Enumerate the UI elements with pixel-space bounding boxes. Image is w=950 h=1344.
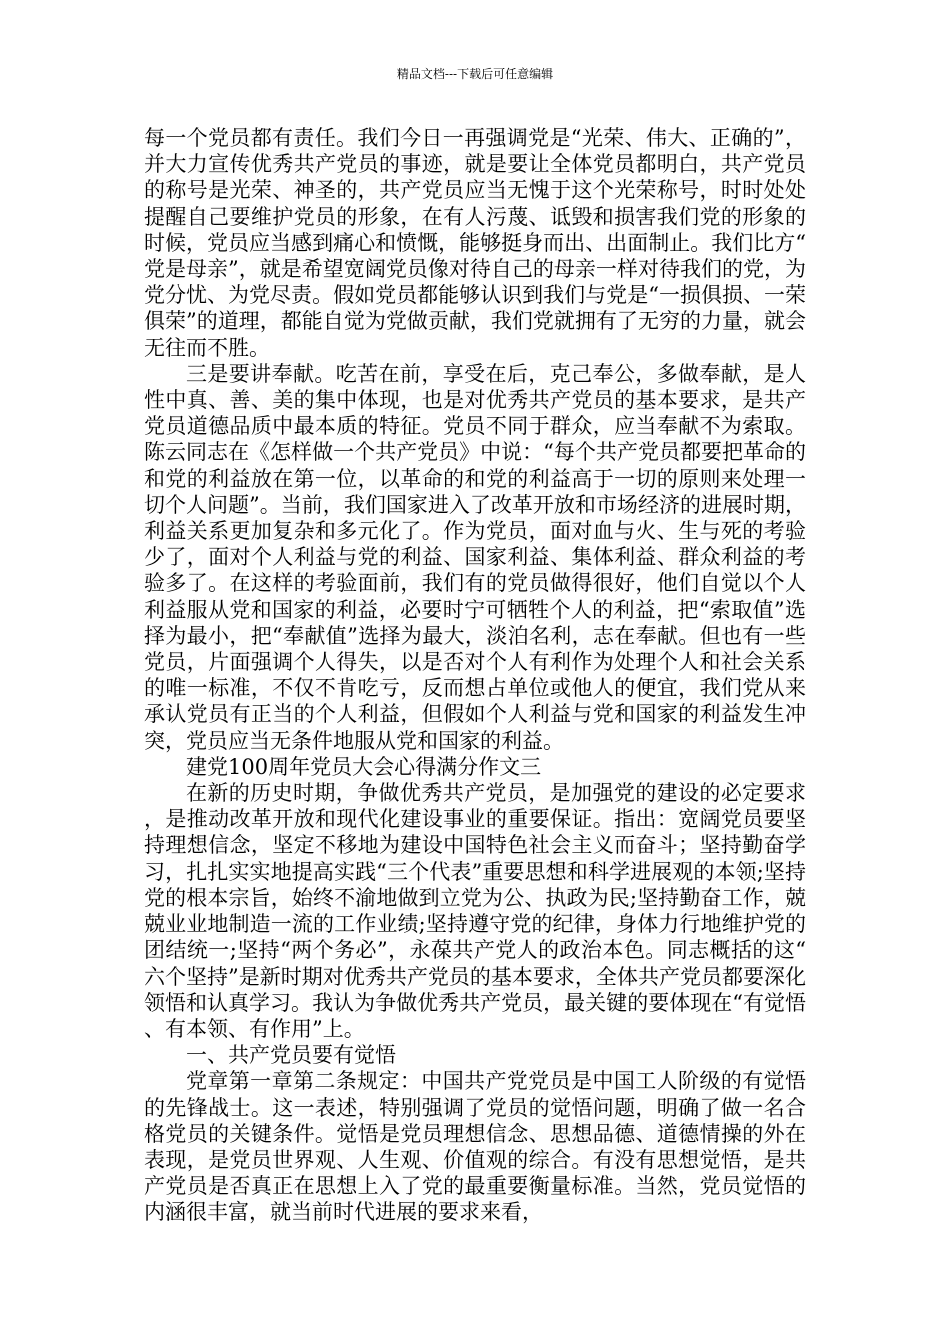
paragraph-4: 党章第一章第二条规定：中国共产党党员是中国工人阶级的有觉悟的先锋战士。这一表述，特别强调了党员的觉悟问题，明确了做一名合格党员的关键条件。觉悟是党员理想信念、思想品德、道德情操的外在表现，是党员世界观、人生观、价值观的综合。有没有思想觉悟，是共产党员是否真正在思想上入了党的最重要衡量标准。当然，党员觉悟的内涵很丰富，就当前时代进展的要求来看， [144,1069,806,1225]
paragraph-1: 每一个党员都有责任。我们今日一再强调党是“光荣、伟大、正确的”，并大力宣传优秀共产党员的事迹，就是要让全体党员都明白，共产党员的称号是光荣、神圣的，共产党员应当无愧于这个光荣称号，时时处处提醒自己要维护党员的形象，在有人污蔑、诋毁和损害我们党的形象的时候，党员应当感到痛心和愤慨，能够挺身而出、出面制止。我们比方“党是母亲”，就是希望宽阔党员像对待自己的母亲一样对待我们的党，为党分忧、为党尽责。假如党员都能够认识到我们与党是“一损俱损、一荣俱荣”的道理，都能自觉为党做贡献，我们党就拥有了无穷的力量，就会无往而不胜。 [144,126,806,360]
section-heading-awareness: 一、共产党员要有觉悟 [186,1043,396,1068]
document-body [144,125,806,1226]
paragraph-3: 在新的历史时期，争做优秀共产党员，是加强党的建设的必定要求，是推动改革开放和现代化建设事业的重要保证。指出：宽阔党员要坚持理想信念，坚定不移地为建设中国特色社会主义而奋斗；坚持勤奋学习，扎扎实实地提高实践“三个代表”重要思想和科学进展观的本领;坚持党的根本宗旨，始终不渝地做到立党为公、执政为民;坚持勤奋工作，兢兢业业地制造一流的工作业绩;坚持遵守党的纪律，身体力行地维护党的团结统一;坚持“两个务必”，永葆共产党人的政治本色。同志概括的这“六个坚持”是新时期对优秀共产党员的基本要求，全体共产党员都要深化领悟和认真学习。我认为争做优秀共产党员，最关键的要体现在“有觉悟、有本领、有作用”上。 [144,781,806,1041]
section-title-essay-three: 建党100周年党员大会心得满分作文三 [186,754,542,779]
paragraph-2: 三是要讲奉献。吃苦在前，享受在后，克己奉公，多做奉献，是人性中真、善、美的集中体现，也是对优秀共产党员的基本要求，是共产党员道德品质中最本质的特征。党员不同于群众，应当奉献不为索取。陈云同志在《怎样做一个共产党员》中说：“每个共产党员都要把革命的和党的利益放在第一位，以革命的和党的利益高于一切的原则来处理一切个人问题”。当前，我们国家进入了改革开放和市场经济的进展时期，利益关系更加复杂和多元化了。作为党员，面对血与火、生与死的考验少了，面对个人利益与党的利益、国家利益、集体利益、群众利益的考验多了。在这样的考验面前，我们有的党员做得很好，他们自觉以个人利益服从党和国家的利益，必要时宁可牺牲个人的利益，把“索取值”选择为最小，把“奉献值”选择为最大，淡泊名利，志在奉献。但也有一些党员，片面强调个人得失，以是否对个人有利作为处理个人和社会关系的唯一标准，不仅不肯吃亏，反而想占单位或他人的便宜，我们党从来承认党员有正当的个人利益，但假如个人利益与党和国家的利益发生冲突，党员应当无条件地服从党和国家的利益。 [144,361,806,753]
page-header: 精品文档---下载后可任意编辑 [396,67,554,81]
